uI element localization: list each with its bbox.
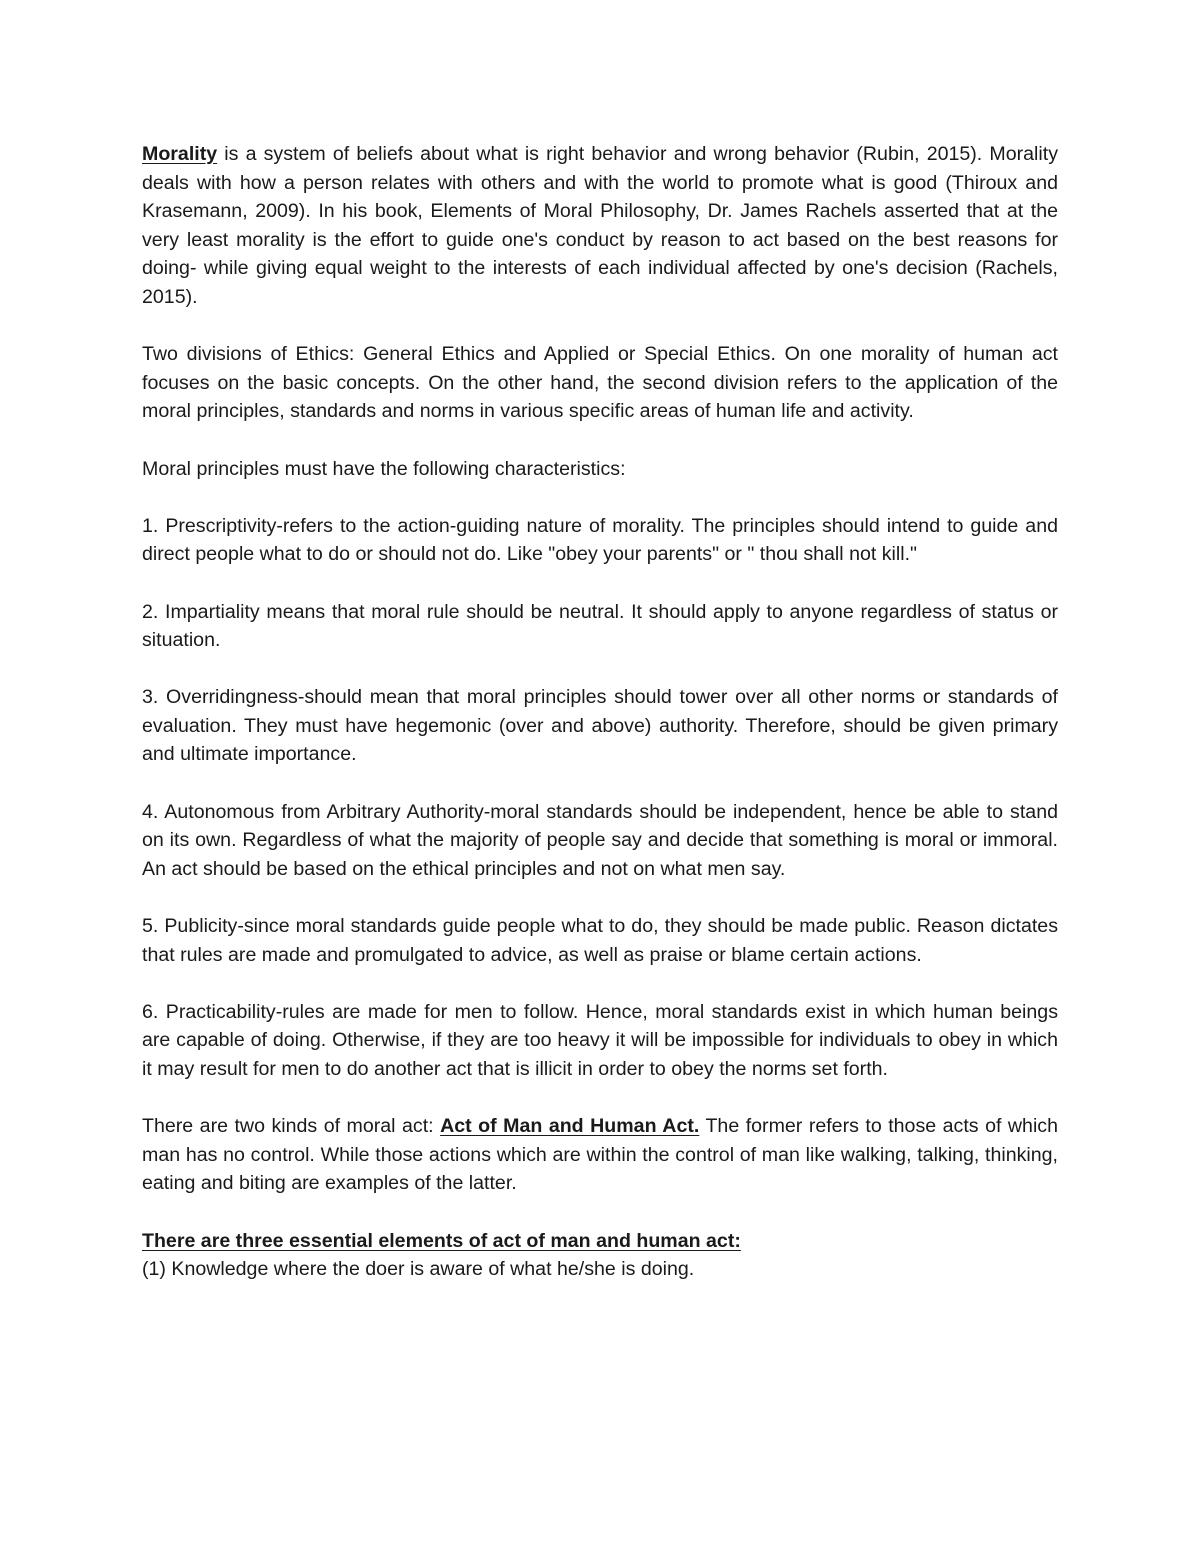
characteristics-intro: Moral principles must have the following characteristics: bbox=[142, 457, 626, 480]
divisions-paragraph: Two divisions of Ethics: General Ethics and Applied or Special Ethics. On one morality of human act focuses on the basic concepts. On the other hand, the second division refers to the application of the moral principles, standards and norms in various specific areas of human life and activity. bbox=[142, 343, 1058, 423]
moral-act-suffix: The former refers to those acts of which man has no control. While those actions which are within the control of man like walking, talking, thinking, eating and biting are examples of the latter. bbox=[142, 1115, 1058, 1195]
characteristic-item: 5. Publicity-since moral standards guide people what to do, they should be made public. Reason dictates that rules are made and promulgated to advice, as well as praise or blame certain actions. bbox=[142, 915, 1058, 966]
characteristic-item: 1. Prescriptivity-refers to the action-guiding nature of morality. The principles should intend to guide and direct people what to do or should not do. Like "obey your parents" or " thou shall not kill." bbox=[142, 514, 1058, 566]
element-item: (1) Knowledge where the doer is aware of what he/she is doing. bbox=[142, 1258, 695, 1281]
characteristic-item: 2. Impartiality means that moral rule should be neutral. It should apply to anyone regardless of status or situation. bbox=[142, 600, 1058, 652]
moral-act-prefix: There are two kinds of moral act: bbox=[142, 1115, 441, 1138]
document-page bbox=[142, 140, 1058, 1284]
intro-text: is a system of beliefs about what is right behavior and wrong behavior (Rubin, 2015). Morality deals with how a person relates with others and with the world to promote what is good (Thiroux and Krasemann, 2009). In his book, Elements of Moral Philosophy, Dr. James Rachels asserted that at the very least morality is the effort to guide one's conduct by reason to act based on the best reasons for doing- while giving equal weight to the interests of each individual affected by one's decision (Rachels, 2015). bbox=[142, 143, 1058, 308]
intro-paragraph bbox=[142, 140, 1058, 312]
moral-act-term: Act of Man and Human Act. bbox=[440, 1115, 700, 1138]
characteristic-item: 3. Overridingness-should mean that moral principles should tower over all other norms or standards of evaluation. They must have hegemonic (over and above) authority. Therefore, should be given primary and ultimate importance. bbox=[142, 686, 1058, 766]
moral-act-paragraph bbox=[142, 1112, 1058, 1198]
characteristic-item: 4. Autonomous from Arbitrary Authority-moral standards should be independent, hence be able to stand on its own. Regardless of what the majority of people say and decide that something is moral or immoral. An act should be based on the ethical principles and not on what men say. bbox=[142, 800, 1058, 880]
morality-term: Morality bbox=[142, 143, 218, 165]
characteristic-item: 6. Practicability-rules are made for men to follow. Hence, moral standards exist in which human beings are capable of doing. Otherwise, if they are too heavy it will be impossible for individuals to obey in which it may result for men to do another act that is illicit in order to obey the norms set forth. bbox=[142, 1000, 1058, 1080]
elements-heading bbox=[142, 1227, 1058, 1256]
elements-heading-text: There are three essential elements of act of man and human act: bbox=[142, 1229, 741, 1252]
